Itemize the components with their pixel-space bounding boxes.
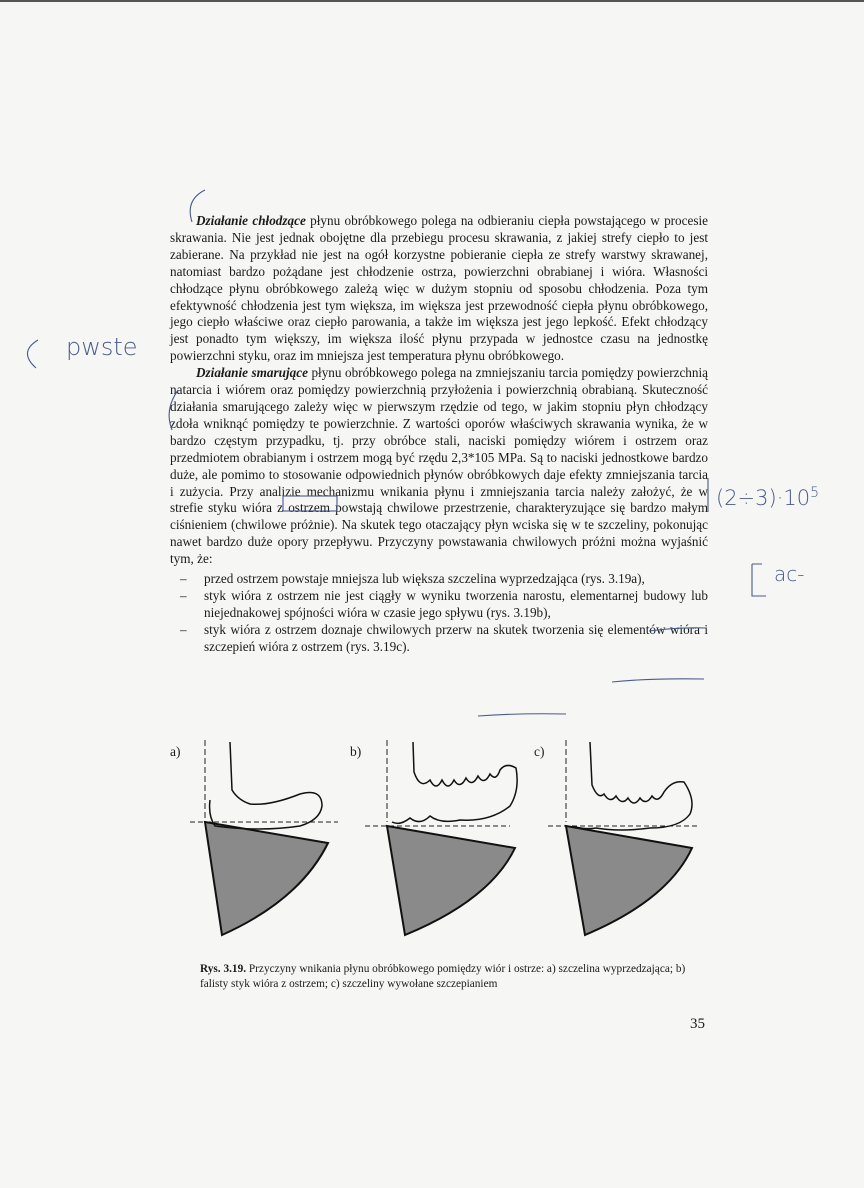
figure-panel-c: [548, 740, 700, 935]
handwritten-formula-base: (2÷3)·10: [716, 486, 811, 510]
list-item: – przed ostrzem powstaje mniejsza lub większa szczelina wyprzedzająca (rys. 3.19a),: [170, 571, 708, 588]
chip-b: [392, 742, 517, 823]
paragraph-lubricating-lead: Działanie smarujące: [196, 365, 308, 381]
paragraph-lubricating-text: płynu obróbkowego polega na zmniejszaniu tarcia pomiędzy powierzchnią natarcia i wiórem oraz pomiędzy powierzchnią przyłożenia i powierzchnią obrabianą. Skuteczność działania smarującego zależy więc w pierwszym rzędzie od tego, w jakim stopniu płyn chłodzący zdoła wniknąć pomiędzy te powierzchnie. Z wartości oporów właściwych skrawania wynika, że w bardzo częstym przypadku, tj. przy obróbce stali, naciski pomiędzy wiórem i ostrzem oraz przedmiotem obrabianym i ostrzem mogą być rzędu 2,3*105 MPa. Są to naciski jednostkowe bardzo duże, ale pomimo to stosowanie odpowiednich płynów obróbkowych daje efekty zmniejszania tarcia i zużycia. Przy analizie mechanizmu wnikania płynu i zmniejszania tarcia należy założyć, że w strefie styku wióra z ostrzem powstają chwilowe przestrzenie, charakteryzujące się bardzo małym ciśnieniem (chwilowe próżnie). Na skutek tego otaczający płyn wciska się w te szczeliny, pokonując nawet bardzo duże opory przepływu. Przyczyny powstawania chwilowych próżni można wyjaśnić tym, że:: [170, 365, 709, 567]
figure-panel-b: [365, 740, 517, 935]
underline-rys-b: [612, 679, 704, 682]
chip-c: [572, 742, 692, 830]
tool-wedge-c: [566, 826, 692, 935]
list-item: – styk wióra z ostrzem doznaje chwilowych przerw na skutek tworzenia się elementów wióra i szczepień wióra z ostrzem (rys. 3.19c).: [170, 622, 708, 656]
figure-caption: [200, 962, 710, 992]
handwritten-note-right: ac-: [774, 562, 805, 586]
handwritten-formula-exponent: 5: [810, 485, 820, 501]
caption-label: Rys. 3.19.: [200, 963, 247, 975]
caption-text: Przyczyny wnikania płynu obróbkowego pomiędzy wiór i ostrze: a) szczelina wyprzedzająca; b) falisty styk wióra z ostrzem; c) szczeliny wywołane szczepianiem: [200, 963, 686, 990]
list-item: – styk wióra z ostrzem nie jest ciągły w wyniku tworzenia narostu, elementarnej budowy lub niejednakowej spójności wióra w czasie jego spływu (rys. 3.19b),: [170, 588, 708, 622]
underline-rys-a: [649, 628, 706, 631]
figure-label-b: b): [350, 744, 362, 759]
figure-label-c: c): [534, 744, 545, 759]
handwriting-annotations: [27, 190, 766, 716]
bracket-margin: [27, 340, 38, 368]
tool-wedge-b: [387, 826, 515, 935]
page-number: 35: [690, 1016, 705, 1032]
figure-panel-a: [190, 740, 338, 935]
handwritten-margin-note: pwste: [66, 333, 138, 361]
box-value: [283, 496, 337, 511]
figure-label-a: a): [170, 744, 181, 759]
bracket-note-right: [752, 564, 766, 596]
paragraph-cooling-text: płynu obróbkowego polega na odbieraniu ciepła powstającego w procesie skrawania. Nie jest jednak obojętne dla przebiegu procesu skrawania, z jakiej strefy ciepło to jest zabierane. Na przykład nie jest na ogół korzystne pobieranie ciepła ze strefy warstwy skrawanej, natomiast bardzo pożądane jest chłodzenie ostrza, powierzchni obrabianej i wióra. Własności chłodzące płynu obróbkowego zależą więc w dużym stopniu od sposobu chłodzenia. Poza tym efektywność chłodzenia jest tym większa, im większa jest przewodność ciepła płynu obróbkowego, jego ciepło właściwe oraz ciepło parowania, a także im większa jest jego lepkość. Efekt chłodzący jest ponadto tym większy, im większa ilość płynu przypada w jednostce czasu na jednostkę powierzchni styku, oraz im mniejsza jest temperatura płynu obróbkowego.: [170, 213, 709, 364]
handwritten-formula: [716, 485, 819, 510]
chip-a: [210, 742, 322, 829]
bracket-paragraph2: [169, 390, 178, 430]
bracket-paragraph1: [190, 190, 205, 222]
underline-rys-c: [478, 714, 566, 716]
tool-wedge-a: [205, 822, 328, 935]
paragraph-cooling-lead: Działanie chłodzące: [196, 213, 306, 228]
